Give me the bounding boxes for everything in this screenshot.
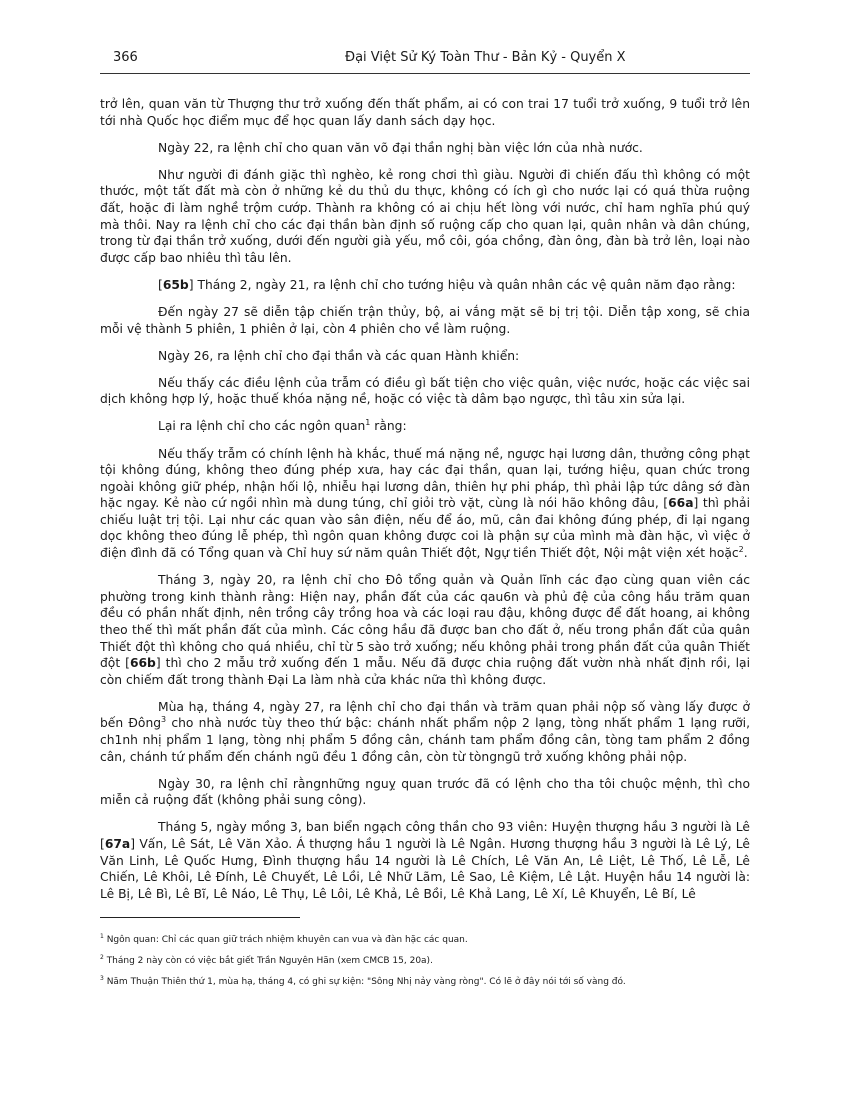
- footnote-ref: 3: [161, 715, 167, 725]
- folio-marker: 67a: [104, 836, 131, 851]
- paragraph-text: Tháng 5, ngày mồng 3, ban biển ngạch công thần cho 93 viên: Huyện thượng hầu 3 người là Lê: [158, 820, 750, 835]
- paragraph: Nếu thấy các điều lệnh của trẫm có điều gì bất tiện cho việc quân, việc nước, hoặc các việc sai dịch không hợp lý, hoặc thuế khóa nặng nề, hoặc có việc tà dâm bạo ngược, thì tâu xin sửa lại.: [100, 375, 750, 407]
- footnote: [100, 976, 750, 988]
- footnote-ref: 1: [365, 418, 371, 428]
- paragraph: Tháng 5, ngày mồng 3, ban biển ngạch công thần cho 93 viên: Huyện thượng hầu 3 người là Lê [67a] Vấn, Lê Sát, Lê Văn Xảo. Á thượng hầu 1 người là Lê Ngân. Hương thượng hầu 3 người là Lê Lý, Lê Văn Linh, Lê Quốc Hưng, Đình thượng hầu 14 người là Lê Chích, Lê Văn An, Lê Liệt, Lê Thố, Lê Lễ, Lê Chiến, Lê Khôi, Lê Đính, Lê Chuyết, Lê Lồi, Lê Nhữ Lãm, Lê Sao, Lê Kiệm, Lê Lật. Huyện hầu 14 người là: Lê Bị, Lê Bì, Lê Bĩ, Lê Náo, Lê Thụ, Lê Lôi, Lê Khả, Lê Bồi, Lê Khả Lang, Lê Xí, Lê Khuyển, Lê Bí, Lê: [100, 820, 750, 901]
- paragraph: Tháng 3, ngày 20, ra lệnh chỉ cho Đô tổng quản và Quản lĩnh các đạo cùng quan viên các phường trong kinh thành rằng: Hiện nay, phần đất của các qau6n và phủ đệ của công hầu trăm quan đều có phần nhất định, nên trồng cây trồng hoa và các loại rau đậu, không được để đất hoang, ai không theo thế thì mất phần đất của mình. Các công hầu đã được ban cho đất ở, nếu trong phần đất của quân Thiết đột thì không cho quá nhiều, chỉ từ 5 sào trở xuống; nếu không phải trong phần đất của quân Thiết đột [66b] thì cho 2 mẫu trở xuống đến 1 mẫu. Nếu đã được chia ruộng đất vườn nhà nhất định rồi, lại còn chiếm đất trong thành Đại La làm nhà cửa khác nữa thì không được.: [100, 573, 750, 687]
- footnote-rule: [100, 917, 300, 918]
- page-header: [100, 46, 750, 70]
- paragraph: [100, 418, 750, 435]
- paragraph-text: Tháng 2, ngày 21, ra lệnh chỉ cho tướng hiệu và quân nhân các vệ quân năm đạo rằng:: [193, 277, 736, 292]
- running-title: Đại Việt Sử Ký Toàn Thư - Bản Kỷ - Quyển X: [345, 50, 626, 65]
- paragraph: trở lên, quan văn từ Thượng thư trở xuống đến thất phẩm, ai có con trai 17 tuổi trở xuống, 9 tuổi trở lên tới nhà Quốc học điểm mục để học quan lấy danh sách dạy học.: [100, 97, 750, 128]
- paragraph-text: Mùa hạ, tháng 4, ngày 27, ra lệnh chỉ cho đại thần và trăm quan phải nộp số vàng lấy được ở bến Đông: [100, 699, 750, 731]
- footnote-text: Ngôn quan: Chỉ các quan giữ trách nhiệm khuyên can vua và đàn hặc các quan.: [103, 935, 468, 945]
- paragraph-text: rằng:: [370, 419, 407, 434]
- paragraph: Nếu thấy trẫm có chính lệnh hà khắc, thuế má nặng nề, ngược hại lương dân, thưởng công phạt tội không đúng, không theo đúng phép xưa, hay các đại thần, quan lại, tướng hiệu, quan chức trong ngoài không giữ phép, nhận hối lộ, nhiễu hại lương dân, thiên hự phi pháp, thì phải lập tức dâng sớ đàn hặc ngay. Kẻ nào cứ ngồi nhìn mà dung túng, chỉ giỏi trò vặt, cùng là nói hão không đâu, [66a] thì phải chiếu luật trị tội. Lại như các quan vào sân điện, nếu để áo, mũ, cân đai không đúng phép, đi lại ngang dọc không theo đúng lễ phép, thì ngôn quan không được coi là phận sự của mình mà đàn hặc, vì việc ở điện đình đã có Tổng quan và Chỉ huy sứ năm quân Thiết đột, Ngự tiền Thiết đột, Nội mật viện xét hoặc$^2$.: [100, 446, 750, 561]
- paragraph-text: cho nhà nước tùy theo thứ bậc: chánh nhất phẩm nộp 2 lạng, tòng nhất phẩm 1 lạng rưỡi, ch1nh nhị phẩm 1 lạng, tòng nhị phẩm 5 đồng cân, chánh tam phẩm đồng cân, tòng tam phẩm 2 đồng cân, chánh tứ phẩm đến chánh ngũ đều 1 đồng cân, còn từ tòngngũ trở xuống không phải nộp.: [100, 716, 750, 764]
- header-rule: [100, 73, 750, 74]
- paragraph-text: Lại ra lệnh chỉ cho các ngôn quan: [158, 419, 366, 434]
- footnote-number: 1: [100, 933, 104, 940]
- paragraph: Đến ngày 27 sẽ diễn tập chiến trận thủy, bộ, ai vắng mặt sẽ bị trị tội. Diễn tập xong, sẽ chia mỗi vệ thành 5 phiên, 1 phiên ở lại, còn 4 phiên cho về làm ruộng.: [100, 304, 750, 336]
- folio-marker: 66a: [668, 496, 694, 511]
- page-number: 366: [113, 50, 138, 65]
- paragraph-text: Vấn, Lê Sát, Lê Văn Xảo. Á thượng hầu 1 người là Lê Ngân. Hương thượng hầu 3 người là Lê Lý, Lê Văn Linh, Lê Quốc Hưng, Đình thượng hầu 14 người là Lê Chích, Lê Văn An, Lê Liệt, Lê Thố, Lê Lễ, Lê Chiến, Lê Khôi, Lê Đính, Lê Chuyết, Lê Lồi, Lê Nhữ Lãm, Lê Sao, Lê Kiệm, Lê Lật. Huyện hầu 14 người là: Lê Bị, Lê Bì, Lê Bĩ, Lê Náo, Lê Thụ, Lê Lôi, Lê Khả, Lê Bồi, Lê Khả Lang, Lê Xí, Lê Khuyển, Lê Bí, Lê: [100, 836, 750, 901]
- paragraph-text: Tháng 3, ngày 20, ra lệnh chỉ cho Đô tổng quản và Quản lĩnh các đạo cùng quan viên các phường trong kinh thành rằng: Hiện nay, phần đất của các qau6n và phủ đệ của công hầu trăm quan đều có phần nhất định, nên trồng cây trồng hoa và các loại rau đậu, không được để đất hoang, ai không theo thế thì mất phần đất của mình. Các công hầu đã được ban cho đất ở, nếu trong phần đất của quân Thiết đột thì không cho quá nhiều, chỉ từ 5 sào trở xuống; nếu không phải trong phần đất của quân Thiết đột: [100, 573, 750, 671]
- folio-marker: 66b: [129, 656, 156, 671]
- footnote-text: Tháng 2 này còn có việc bắt giết Trần Nguyên Hãn (xem CMCB 15, 20a).: [103, 956, 433, 966]
- paragraph: Ngày 22, ra lệnh chỉ cho quan văn võ đại thần nghị bàn việc lớn của nhà nước.: [158, 140, 643, 155]
- paragraph: [100, 699, 750, 765]
- paragraph-text: Nếu thấy trẫm có chính lệnh hà khắc, thuế má nặng nề, ngược hại lương dân, thưởng công phạt tội không đúng, không theo đúng phép xưa, hay các đại thần, quan lại, tướng hiệu, quan chức trong ngoài không giữ phép, nhận hối lộ, nhiễu hại lương dân, thiên hự phi pháp, thì phải lập tức dâng sớ đàn hặc ngay. Kẻ nào cứ ngồi nhìn mà dung túng, chỉ giỏi trò vặt, cùng là nói hão không đâu,: [100, 446, 750, 511]
- paragraph: Như người đi đánh giặc thì nghèo, kẻ rong chơi thì giàu. Người đi chiến đấu thì không có một thước, một tất đất mà còn ở những kẻ du thủ du thực, không có ích gì cho nước lại có quá thừa ruộng đất, hoặc đi làm nghề trộm cướp. Thành ra không có ai chịu hết lòng với nước, chỉ ham nghĩa phú quý mà thôi. Nay ra lệnh chỉ cho các đại thần bàn định số ruộng cấp cho quan lại, quân nhân và dân chúng, trong từ đại thần trở xuống, dưới đến người già yếu, mồ côi, góa chồng, đàn ông, đàn bà trở lên, loại nào được cấp bao nhiêu thì tâu lên.: [100, 167, 750, 265]
- footnote: [100, 934, 750, 946]
- paragraph: Ngày 30, ra lệnh chỉ rằngnhững nguỵ quan trước đã có lệnh cho tha tôi chuộc mệnh, thì cho miễn cả ruộng đất (không phải sung công).: [100, 776, 750, 808]
- paragraph-text: thì cho 2 mẫu trở xuống đến 1 mẫu. Nếu đã được chia ruộng đất vườn nhà nhất định rồi, lại còn chiếm đất trong thành Đại La làm nhà cửa khác nữa thì không được.: [100, 656, 750, 687]
- folio-marker: 65b: [162, 277, 189, 292]
- footnote-number: 3: [100, 975, 104, 982]
- footnote-number: 2: [100, 954, 104, 961]
- paragraph: Ngày 26, ra lệnh chỉ cho đại thần và các quan Hành khiển:: [158, 348, 520, 363]
- footnote-ref: 2: [738, 544, 744, 554]
- paragraph-text: thì phải chiếu luật trị tội. Lại như các quan vào sân điện, nếu để áo, mũ, cân đai không đúng phép, đi lại ngang dọc không theo đúng lễ phép, thì ngôn quan không được coi là phận sự của mình mà đàn hặc, vì việc ở điện đình đã có Tổng quan và Chỉ huy sứ năm quân Thiết đột, Ngự tiền Thiết đột, Nội mật viện xét hoặc: [100, 496, 750, 561]
- footnote-text: Năm Thuận Thiên thứ 1, mùa hạ, tháng 4, có ghi sự kiện: "Sông Nhị nảy vàng ròng". Có lẽ ở đây nói tới số vàng đó.: [103, 977, 626, 987]
- footnote: [100, 955, 750, 967]
- paragraph: [65b] Tháng 2, ngày 21, ra lệnh chỉ cho tướng hiệu và quân nhân các vệ quân năm đạo rằng:: [158, 277, 736, 292]
- body-text: [100, 96, 750, 913]
- paragraph-text: .: [743, 546, 748, 561]
- footnotes: [100, 934, 750, 997]
